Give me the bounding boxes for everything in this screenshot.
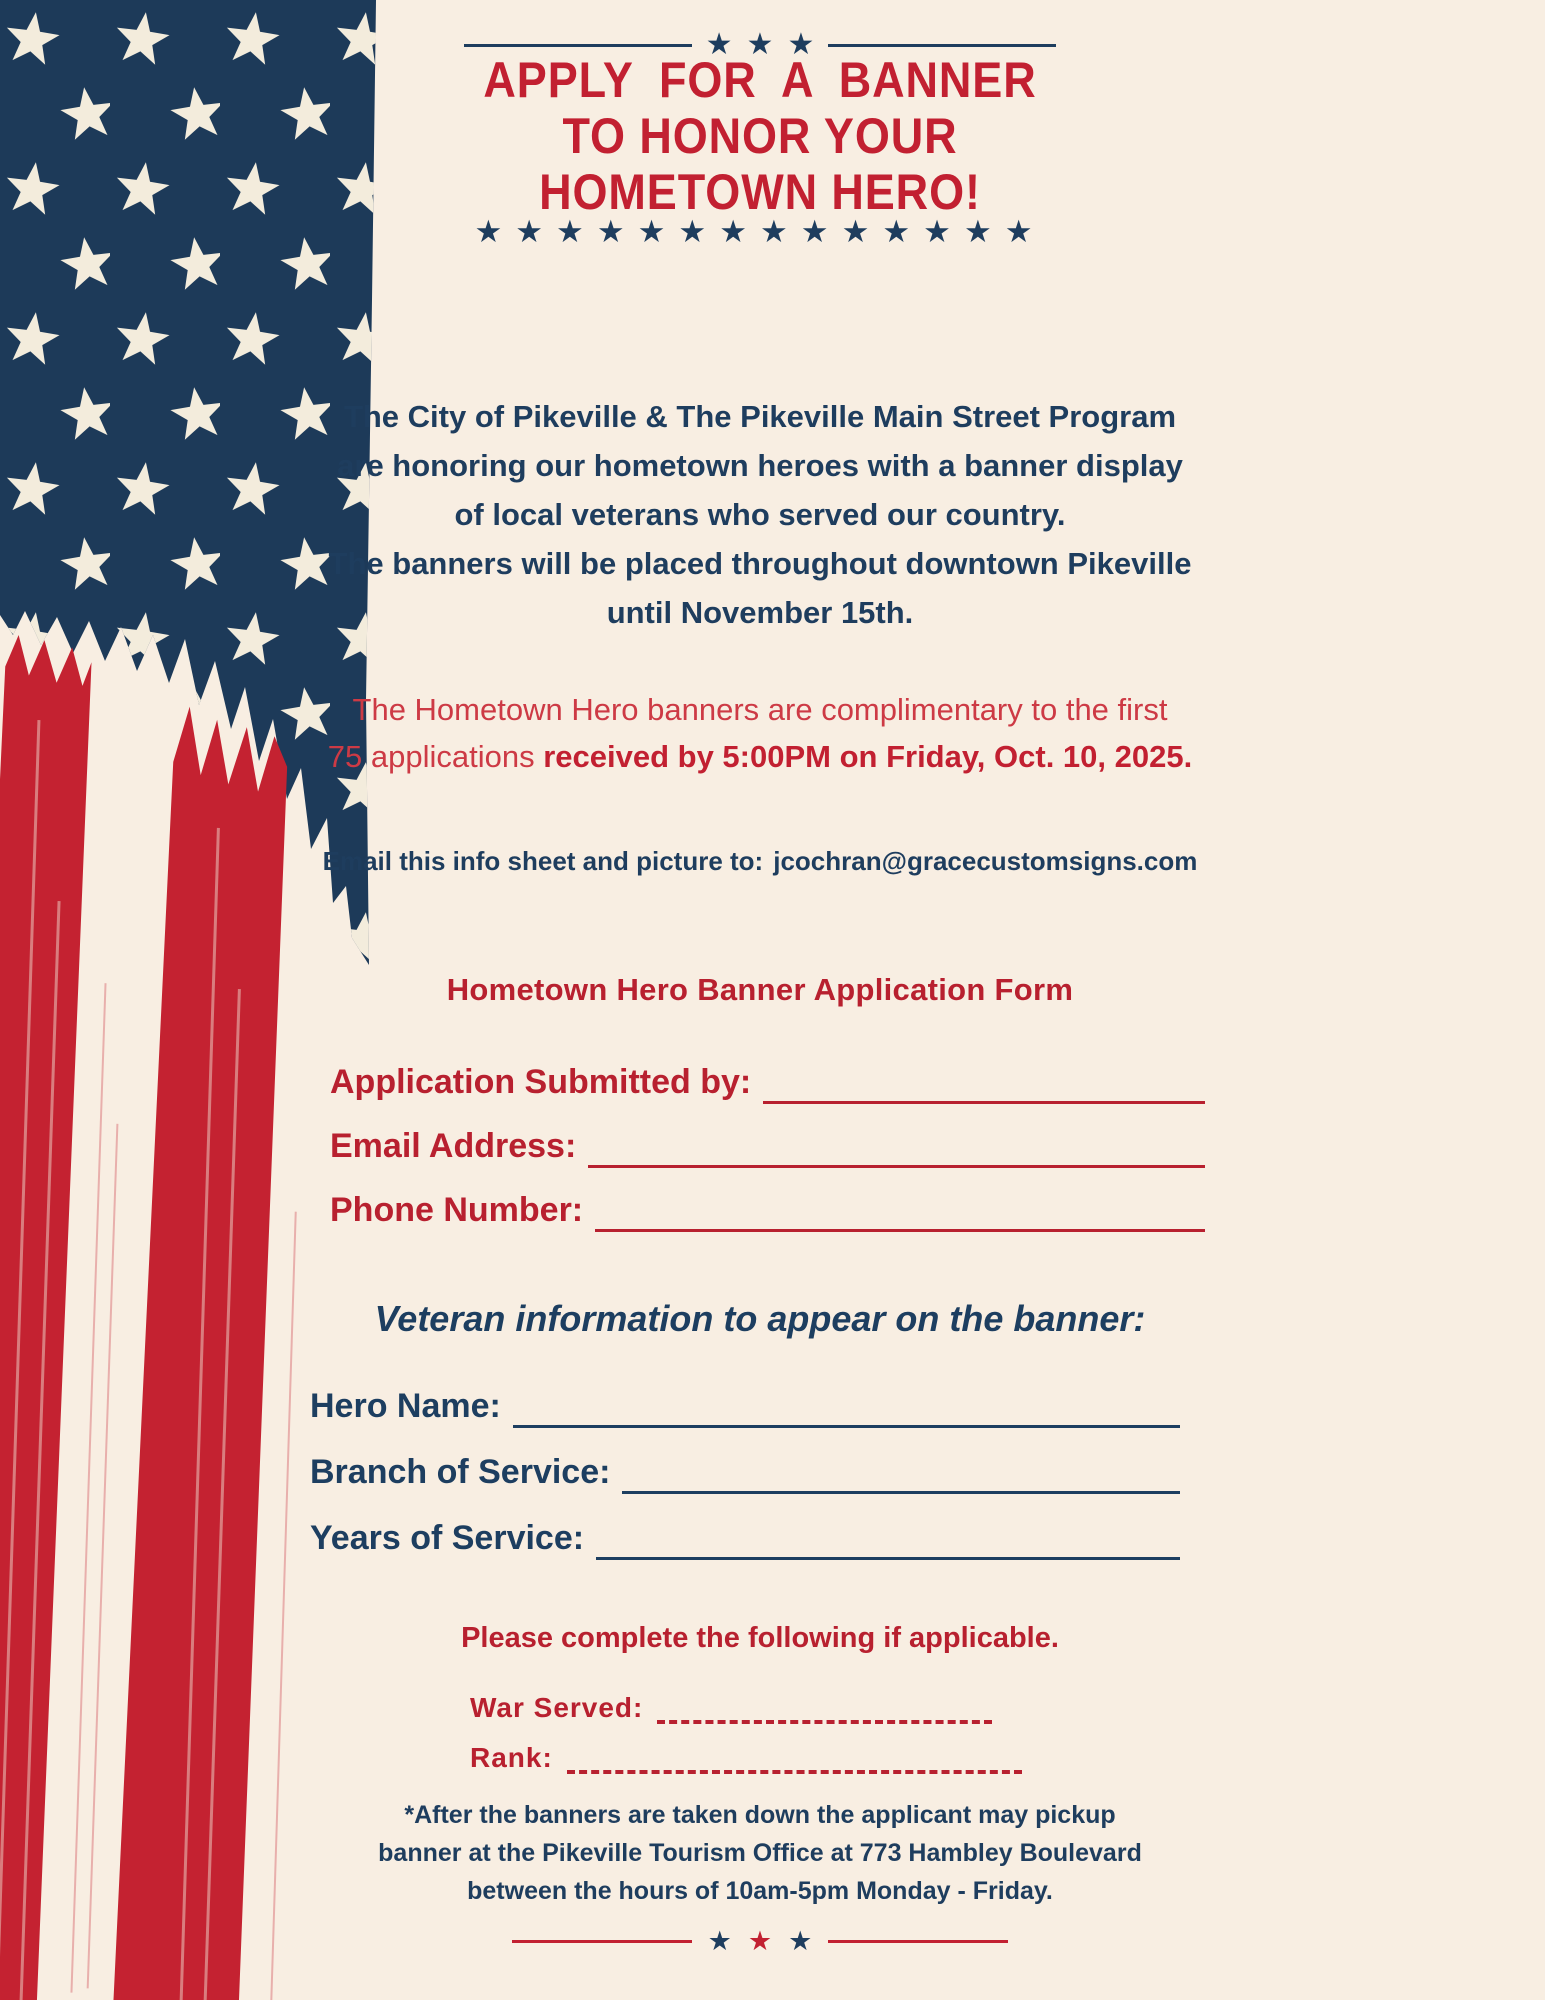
field-blank-line (596, 1519, 1180, 1560)
deadline-notice (290, 686, 1230, 780)
deadline-normal-text: 75 applications (327, 739, 544, 774)
field-years-of-service (310, 1494, 1180, 1560)
field-blank-line (588, 1127, 1205, 1168)
field-email-address (330, 1104, 1205, 1168)
applicable-section-heading: Please complete the following if applicable. (461, 1622, 1059, 1654)
field-application-submitted-by (330, 1040, 1205, 1104)
intro-paragraph (310, 392, 1210, 637)
form-heading: Hometown Hero Banner Application Form (446, 972, 1074, 1007)
field-label: Email Address: (330, 1127, 577, 1165)
decor-rule-right (828, 44, 1056, 47)
field-blank-line (657, 1694, 992, 1724)
field-label: Hero Name: (310, 1387, 501, 1425)
field-label: Years of Service: (310, 1519, 585, 1557)
contact-email: jcochran@gracecustomsigns.com (773, 846, 1198, 876)
intro-line: of local veterans who served our country. (454, 497, 1066, 532)
footnote-line: between the hours of 10am-5pm Monday - Friday. (467, 1877, 1053, 1905)
decor-rule-right (828, 1940, 1008, 1943)
field-label: War Served: (470, 1692, 644, 1723)
deadline-line-2 (290, 733, 1230, 780)
star-icon: ★ (707, 1926, 732, 1956)
field-war-served (470, 1674, 1030, 1724)
star-icon: ★ (746, 28, 774, 61)
intro-line: The City of Pikeville & The Pikeville Main Street Program (343, 399, 1177, 434)
field-label: Phone Number: (330, 1191, 584, 1229)
email-instruction (310, 846, 1210, 877)
field-blank-line (622, 1453, 1180, 1494)
veteran-fields (310, 1362, 1180, 1560)
page-title (310, 52, 1210, 220)
star-icon: ★ (788, 1926, 813, 1956)
field-label: Branch of Service: (310, 1453, 611, 1491)
field-label: Rank: (470, 1742, 553, 1773)
intro-line: are honoring our hometown heroes with a banner display (337, 448, 1183, 483)
star-icon: ★ (705, 28, 733, 61)
deadline-bold-text: received by 5:00PM on Friday, Oct. 10, 2025. (543, 739, 1193, 774)
field-blank-line (595, 1191, 1205, 1232)
field-blank-line (567, 1744, 1022, 1774)
field-hero-name (310, 1362, 1180, 1428)
title-line-1: APPLY FOR A BANNER (483, 52, 1037, 108)
field-phone-number (330, 1168, 1205, 1232)
intro-line: until November 15th. (606, 595, 914, 630)
flag-stripes (0, 634, 330, 2000)
field-label: Application Submitted by: (330, 1063, 752, 1101)
star-icon: ★ (747, 1926, 773, 1956)
title-line-3: HOMETOWN HERO! (539, 164, 981, 220)
applicable-fields (470, 1674, 1030, 1774)
intro-line: The banners will be placed throughout downtown Pikeville (328, 546, 1192, 581)
pickup-footnote (310, 1796, 1210, 1910)
applicant-fields (330, 1040, 1205, 1232)
field-blank-line (763, 1063, 1205, 1104)
email-instruction-label: Email this info sheet and picture to: (322, 846, 764, 876)
footnote-line: *After the banners are taken down the applicant may pickup (404, 1801, 1116, 1829)
title-line-2: TO HONOR YOUR (562, 108, 958, 164)
decor-rule-left (464, 44, 692, 47)
veteran-section-heading: Veteran information to appear on the banner: (374, 1298, 1146, 1339)
field-rank (470, 1724, 1030, 1774)
bottom-decoration (310, 1928, 1210, 1955)
footnote-line: banner at the Pikeville Tourism Office at 773 Hambley Boulevard (378, 1839, 1142, 1867)
star-icon: ★ (787, 28, 815, 61)
field-branch-of-service (310, 1428, 1180, 1494)
deadline-line-1: The Hometown Hero banners are complimentary to the first (352, 692, 1168, 727)
field-blank-line (513, 1387, 1180, 1428)
decor-rule-left (512, 1940, 692, 1943)
title-star-row: ★★★★★★★★★★★★★★ (474, 214, 1046, 249)
